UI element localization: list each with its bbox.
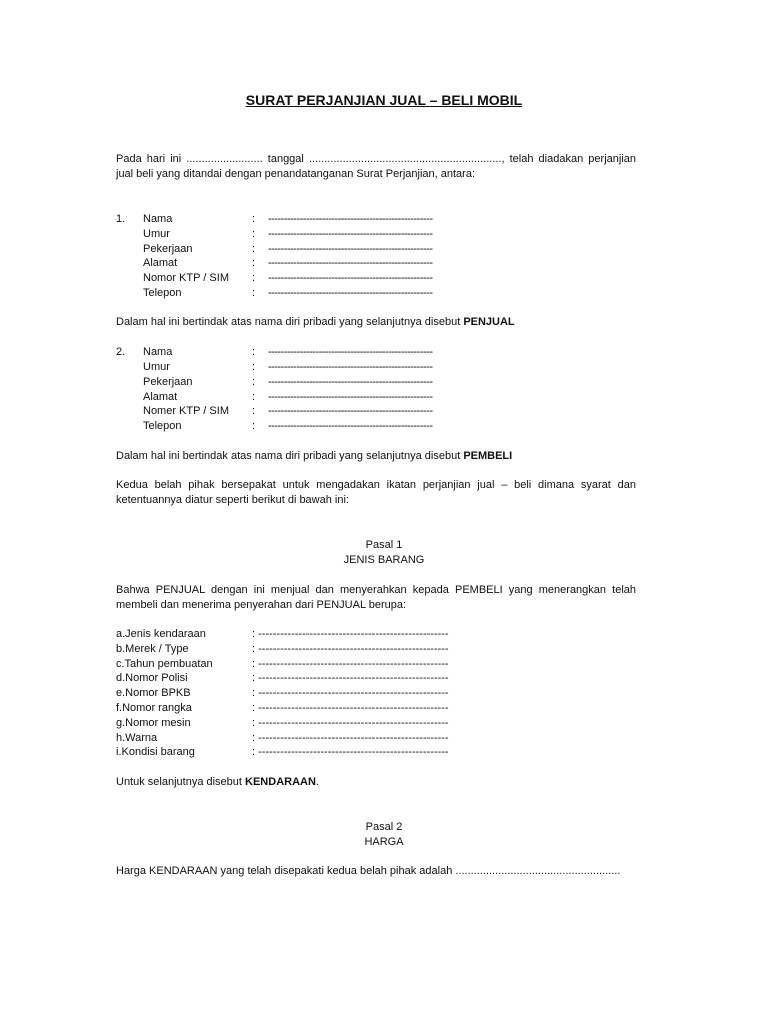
item-blank: : ----------------------------------------------------	[252, 628, 449, 640]
party1-row	[0, 227, 768, 242]
field-colon: :	[252, 391, 256, 403]
item-blank: : ----------------------------------------------------	[252, 658, 449, 670]
list-item	[0, 657, 768, 672]
item-label: e.Nomor BPKB	[116, 687, 191, 699]
list-item	[0, 642, 768, 657]
field-blank: ----------------------------------------------------	[268, 391, 433, 403]
field-blank: ----------------------------------------------------	[268, 405, 433, 417]
pasal1-paragraph: Bahwa PENJUAL dengan ini menjual dan menyerahkan kepada PEMBELI yang menerangkan telah membeli dan menerima penyerahan dari PENJUAL berupa:	[116, 584, 636, 611]
role-text: Dalam hal ini bertindak atas nama diri pribadi yang selanjutnya disebut	[116, 450, 464, 462]
role-name-penjual: PENJUAL	[463, 316, 515, 328]
field-colon: :	[252, 420, 256, 432]
pasal2-paragraph: Harga KENDARAAN yang telah disepakati kedua belah pihak adalah ......................................................	[116, 865, 621, 877]
party2-row	[0, 360, 768, 375]
field-label: Telepon	[143, 287, 182, 299]
field-colon: :	[252, 213, 256, 225]
party2-row	[0, 404, 768, 419]
field-label: Pekerjaan	[143, 376, 193, 388]
field-colon: :	[252, 346, 256, 358]
item-blank: : ----------------------------------------------------	[252, 702, 449, 714]
party1-role-line	[116, 315, 636, 330]
kendaraan-period: .	[315, 776, 319, 788]
field-colon: :	[252, 228, 256, 240]
intro-paragraph: Pada hari ini ......................... tanggal ..............................................................., telah diadakan perjanjian jual beli yang ditandai dengan penandatanganan Surat Perjanjian, antara:	[116, 153, 636, 180]
field-blank: ----------------------------------------------------	[268, 243, 433, 255]
kendaraan-term: KENDARAAN	[245, 776, 316, 788]
item-label: f.Nomor rangka	[116, 702, 192, 714]
field-blank: ----------------------------------------------------	[268, 287, 433, 299]
field-label: Pekerjaan	[143, 243, 193, 255]
field-label: Umur	[143, 228, 170, 240]
field-label: Umur	[143, 361, 170, 373]
field-colon: :	[252, 361, 256, 373]
list-item	[0, 627, 768, 642]
list-item	[0, 745, 768, 760]
list-item	[0, 686, 768, 701]
party2-number: 2.	[116, 346, 126, 358]
party2-row	[0, 345, 768, 360]
party1-row	[0, 286, 768, 301]
field-blank: ----------------------------------------------------	[268, 420, 433, 432]
role-text: Dalam hal ini bertindak atas nama diri pribadi yang selanjutnya disebut	[116, 316, 464, 328]
party1-row	[0, 242, 768, 257]
pasal2-heading: Pasal 2	[365, 821, 403, 833]
field-blank: ----------------------------------------------------	[268, 361, 433, 373]
field-label: Telepon	[143, 420, 182, 432]
field-label: Nomor KTP / SIM	[143, 272, 229, 284]
party2-row	[0, 375, 768, 390]
list-item	[0, 731, 768, 746]
item-blank: : ----------------------------------------------------	[252, 717, 449, 729]
field-colon: :	[252, 405, 256, 417]
item-label: c.Tahun pembuatan	[116, 658, 213, 670]
pasal1-heading: Pasal 1	[365, 539, 403, 551]
item-label: g.Nomor mesin	[116, 717, 191, 729]
field-blank: ----------------------------------------------------	[268, 376, 433, 388]
field-blank: ----------------------------------------------------	[268, 346, 433, 358]
document-title: SURAT PERJANJIAN JUAL – BELI MOBIL	[245, 92, 523, 108]
item-blank: : ----------------------------------------------------	[252, 672, 449, 684]
party1-row	[0, 256, 768, 271]
item-blank: : ----------------------------------------------------	[252, 687, 449, 699]
party2-row	[0, 419, 768, 434]
item-label: i.Kondisi barang	[116, 746, 195, 758]
party2-row	[0, 390, 768, 405]
party1-number: 1.	[116, 213, 126, 225]
pasal1-subheading: JENIS BARANG	[343, 554, 425, 566]
item-label: h.Warna	[116, 732, 158, 744]
item-blank: : ----------------------------------------------------	[252, 746, 449, 758]
item-label: d.Nomor Polisi	[116, 672, 188, 684]
kendaraan-text: Untuk selanjutnya disebut	[116, 776, 246, 788]
field-blank: ----------------------------------------------------	[268, 213, 433, 225]
pasal2-subheading: HARGA	[364, 836, 404, 848]
party1-row	[0, 271, 768, 286]
role-name-pembeli: PEMBELI	[463, 450, 513, 462]
field-label: Nama	[143, 346, 173, 358]
field-colon: :	[252, 376, 256, 388]
field-label: Alamat	[143, 391, 178, 403]
item-label: b.Merek / Type	[116, 643, 189, 655]
party2-role-line	[116, 449, 636, 464]
field-blank: ----------------------------------------------------	[268, 257, 433, 269]
field-blank: ----------------------------------------------------	[268, 228, 433, 240]
item-blank: : ----------------------------------------------------	[252, 643, 449, 655]
field-label: Alamat	[143, 257, 178, 269]
item-blank: : ----------------------------------------------------	[252, 732, 449, 744]
agreement-paragraph: Kedua belah pihak bersepakat untuk mengadakan ikatan perjanjian jual – beli dimana syarat dan ketentuannya diatur seperti berikut di bawah ini:	[116, 479, 636, 506]
field-label: Nama	[143, 213, 173, 225]
kendaraan-line	[116, 775, 636, 790]
list-item	[0, 671, 768, 686]
field-colon: :	[252, 243, 256, 255]
field-colon: :	[252, 272, 256, 284]
list-item	[0, 716, 768, 731]
field-colon: :	[252, 257, 256, 269]
party1-row	[0, 212, 768, 227]
list-item	[0, 701, 768, 716]
field-blank: ----------------------------------------------------	[268, 272, 433, 284]
field-colon: :	[252, 287, 256, 299]
item-label: a.Jenis kendaraan	[116, 628, 206, 640]
field-label: Nomer KTP / SIM	[143, 405, 229, 417]
